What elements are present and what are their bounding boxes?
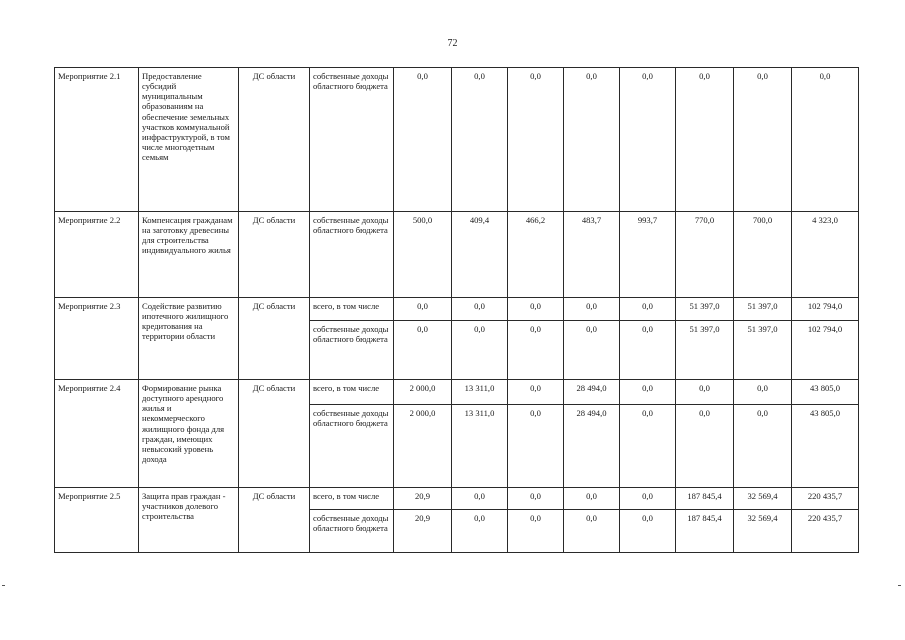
value-cell: 32 569,4 <box>734 510 792 553</box>
edge-mark <box>2 585 5 586</box>
measure-cell: Мероприятие 2.4 <box>55 380 139 488</box>
value-cell: 0,0 <box>620 298 676 321</box>
description-cell: Предоставление субсидий муниципальным образованиям на обеспечение земельных участков коммунальной инфраструктурой, в том числе многодетным семьям <box>139 68 239 212</box>
value-cell: 0,0 <box>508 405 564 488</box>
value-cell: 13 311,0 <box>452 405 508 488</box>
value-cell: 0,0 <box>620 321 676 380</box>
table-row <box>55 298 859 321</box>
value-cell: 0,0 <box>564 488 620 510</box>
funding-source-cell: собственные доходы областного бюджета <box>310 405 394 488</box>
value-cell: 0,0 <box>620 488 676 510</box>
description-cell: Содействие развитию ипотечного жилищного кредитования на территории области <box>139 298 239 380</box>
page-number: 72 <box>447 38 458 49</box>
measure-cell: Мероприятие 2.3 <box>55 298 139 380</box>
value-cell: 51 397,0 <box>734 321 792 380</box>
value-cell: 187 845,4 <box>676 488 734 510</box>
value-cell: 466,2 <box>508 212 564 298</box>
value-cell: 0,0 <box>452 510 508 553</box>
value-cell: 187 845,4 <box>676 510 734 553</box>
value-cell: 20,9 <box>394 488 452 510</box>
value-cell: 32 569,4 <box>734 488 792 510</box>
funding-source-cell: всего, в том числе <box>310 298 394 321</box>
value-cell: 0,0 <box>508 510 564 553</box>
funding-source-cell: собственные доходы областного бюджета <box>310 212 394 298</box>
value-cell: 0,0 <box>734 68 792 212</box>
responsible-cell: ДС области <box>239 68 310 212</box>
value-cell: 13 311,0 <box>452 380 508 405</box>
value-cell: 0,0 <box>676 68 734 212</box>
value-cell: 0,0 <box>508 380 564 405</box>
table-row <box>55 68 859 212</box>
value-cell: 0,0 <box>564 68 620 212</box>
value-cell: 409,4 <box>452 212 508 298</box>
value-cell: 43 805,0 <box>792 380 859 405</box>
value-cell: 0,0 <box>452 68 508 212</box>
value-cell: 770,0 <box>676 212 734 298</box>
value-cell: 220 435,7 <box>792 510 859 553</box>
value-cell: 0,0 <box>564 298 620 321</box>
value-cell: 0,0 <box>564 510 620 553</box>
value-cell: 0,0 <box>452 321 508 380</box>
description-cell: Защита прав граждан - участников долевого строительства <box>139 488 239 553</box>
table-row <box>55 212 859 298</box>
value-cell: 102 794,0 <box>792 321 859 380</box>
responsible-cell: ДС области <box>239 380 310 488</box>
value-cell: 28 494,0 <box>564 380 620 405</box>
value-cell: 483,7 <box>564 212 620 298</box>
funding-source-cell: собственные доходы областного бюджета <box>310 68 394 212</box>
value-cell: 0,0 <box>452 298 508 321</box>
measure-cell: Мероприятие 2.1 <box>55 68 139 212</box>
description-cell: Компенсация гражданам на заготовку древесины для строительства индивидуального жилья <box>139 212 239 298</box>
value-cell: 0,0 <box>394 298 452 321</box>
value-cell: 0,0 <box>734 380 792 405</box>
value-cell: 51 397,0 <box>676 321 734 380</box>
value-cell: 20,9 <box>394 510 452 553</box>
value-cell: 43 805,0 <box>792 405 859 488</box>
value-cell: 0,0 <box>676 405 734 488</box>
funding-source-cell: всего, в том числе <box>310 380 394 405</box>
value-cell: 0,0 <box>620 405 676 488</box>
funding-source-cell: всего, в том числе <box>310 488 394 510</box>
value-cell: 2 000,0 <box>394 380 452 405</box>
value-cell: 700,0 <box>734 212 792 298</box>
value-cell: 0,0 <box>620 510 676 553</box>
value-cell: 0,0 <box>452 488 508 510</box>
value-cell: 0,0 <box>394 68 452 212</box>
responsible-cell: ДС области <box>239 298 310 380</box>
funding-source-cell: собственные доходы областного бюджета <box>310 510 394 553</box>
responsible-cell: ДС области <box>239 212 310 298</box>
value-cell: 0,0 <box>508 321 564 380</box>
responsible-cell: ДС области <box>239 488 310 553</box>
value-cell: 0,0 <box>508 488 564 510</box>
budget-table <box>54 67 859 553</box>
value-cell: 51 397,0 <box>734 298 792 321</box>
table-row <box>55 488 859 510</box>
value-cell: 0,0 <box>792 68 859 212</box>
value-cell: 0,0 <box>508 298 564 321</box>
value-cell: 993,7 <box>620 212 676 298</box>
value-cell: 0,0 <box>676 380 734 405</box>
value-cell: 102 794,0 <box>792 298 859 321</box>
value-cell: 4 323,0 <box>792 212 859 298</box>
measure-cell: Мероприятие 2.5 <box>55 488 139 553</box>
value-cell: 0,0 <box>620 380 676 405</box>
measure-cell: Мероприятие 2.2 <box>55 212 139 298</box>
value-cell: 220 435,7 <box>792 488 859 510</box>
value-cell: 51 397,0 <box>676 298 734 321</box>
value-cell: 28 494,0 <box>564 405 620 488</box>
funding-source-cell: собственные доходы областного бюджета <box>310 321 394 380</box>
value-cell: 0,0 <box>620 68 676 212</box>
value-cell: 0,0 <box>394 321 452 380</box>
value-cell: 0,0 <box>564 321 620 380</box>
value-cell: 0,0 <box>508 68 564 212</box>
value-cell: 2 000,0 <box>394 405 452 488</box>
description-cell: Формирование рынка доступного арендного жилья и некоммерческого жилищного фонда для граждан, имеющих невысокий уровень дохода <box>139 380 239 488</box>
value-cell: 500,0 <box>394 212 452 298</box>
edge-mark <box>898 585 901 586</box>
table-row <box>55 380 859 405</box>
value-cell: 0,0 <box>734 405 792 488</box>
